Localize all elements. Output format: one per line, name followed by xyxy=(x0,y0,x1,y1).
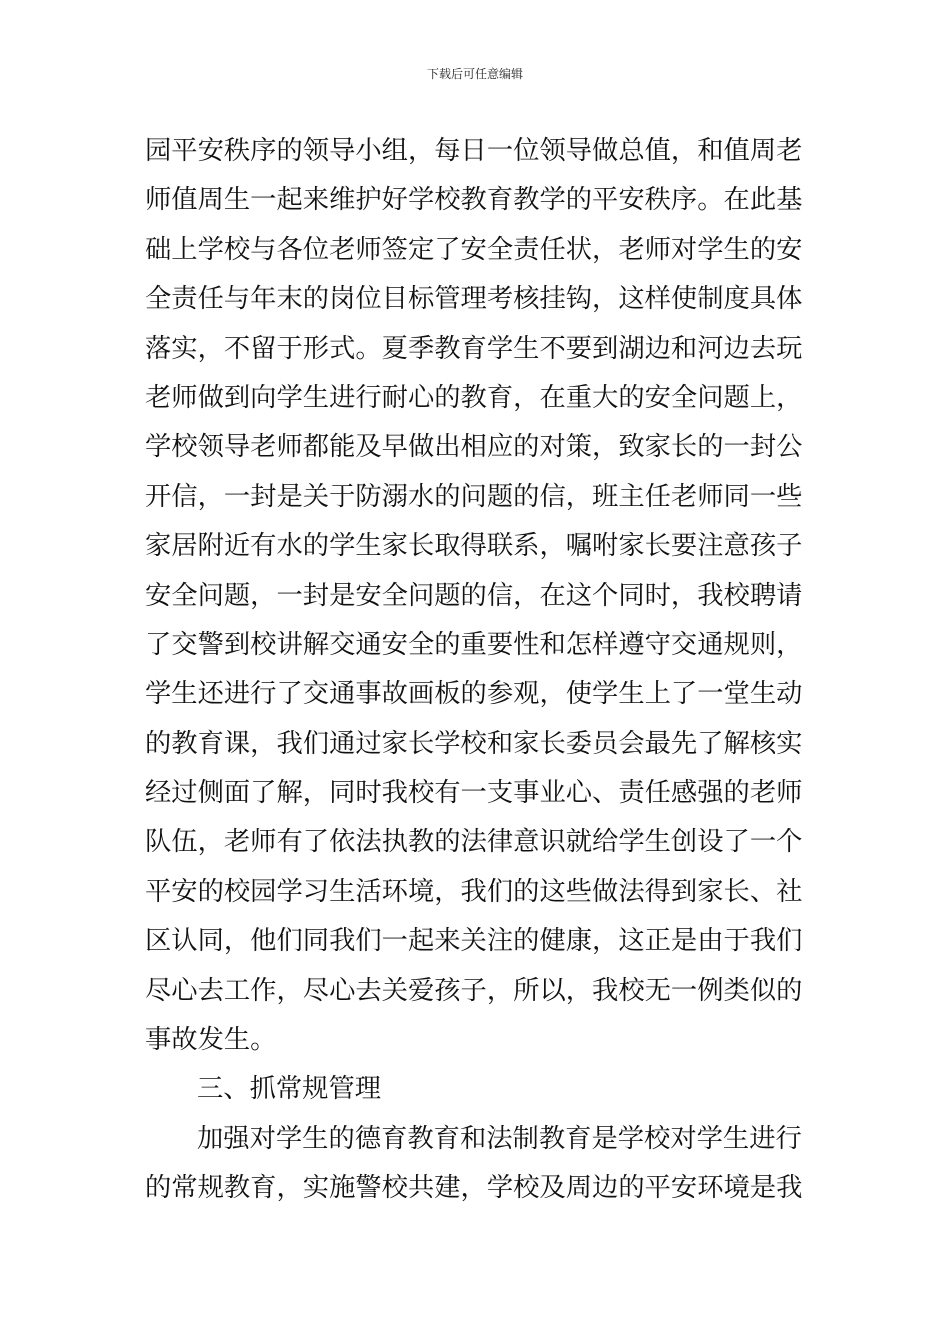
text-line: 尽心去工作，尽心去关爱孩子，所以，我校无一例类似的 xyxy=(145,975,803,1006)
text-line: 的常规教育，实施警校共建，学校及周边的平安环境是我 xyxy=(145,1173,803,1204)
text-line: 学校领导老师都能及早做出相应的对策，致家长的一封公 xyxy=(145,432,803,463)
document-body xyxy=(145,127,815,1214)
text-line: 老师做到向学生进行耐心的教育，在重大的安全问题上， xyxy=(145,382,803,413)
text-line: 加强对学生的德育教育和法制教育是学校对学生进行 xyxy=(197,1123,802,1154)
text-line: 家居附近有水的学生家长取得联系，嘱咐家长要注意孩子 xyxy=(145,531,803,562)
text-line: 师值周生一起来维护好学校教育教学的平安秩序。在此基 xyxy=(145,185,803,216)
text-line: 经过侧面了解，同时我校有一支事业心、责任感强的老师 xyxy=(145,778,803,809)
text-line: 学生还进行了交通事故画板的参观，使学生上了一堂生动 xyxy=(145,679,803,710)
section-heading: 三、抓常规管理 xyxy=(197,1074,382,1105)
page-header-note: 下载后可任意编辑 xyxy=(426,67,523,81)
text-line: 落实，不留于形式。夏季教育学生不要到湖边和河边去玩 xyxy=(145,333,803,364)
text-line: 队伍，老师有了依法执教的法律意识就给学生创设了一个 xyxy=(145,827,803,858)
text-line: 平安的校园学习生活环境，我们的这些做法得到家长、社 xyxy=(145,876,803,907)
text-line: 的教育课，我们通过家长学校和家长委员会最先了解核实 xyxy=(145,728,803,759)
text-line: 了交警到校讲解交通安全的重要性和怎样遵守交通规则， xyxy=(145,629,803,660)
text-line: 开信，一封是关于防溺水的问题的信，班主任老师同一些 xyxy=(145,481,803,512)
text-line: 区认同，他们同我们一起来关注的健康，这正是由于我们 xyxy=(145,926,803,957)
text-line: 础上学校与各位老师签定了安全责任状，老师对学生的安 xyxy=(145,234,803,265)
text-line: 全责任与年末的岗位目标管理考核挂钩，这样使制度具体 xyxy=(145,284,803,315)
text-line: 园平安秩序的领导小组，每日一位领导做总值，和值周老 xyxy=(145,136,803,166)
text-line: 事故发生。 xyxy=(145,1025,277,1056)
text-line: 安全问题，一封是安全问题的信，在这个同时，我校聘请 xyxy=(145,580,803,611)
